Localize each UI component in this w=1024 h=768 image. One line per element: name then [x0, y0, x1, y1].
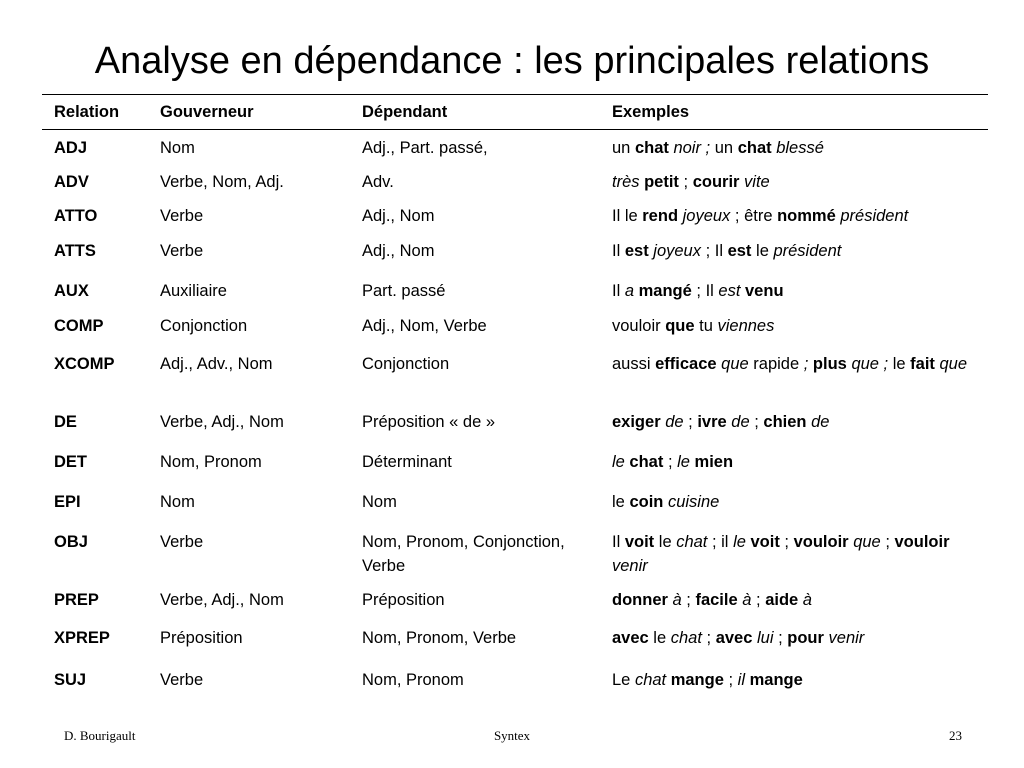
exemple-fragment: lui	[752, 629, 774, 647]
exemple-fragment: que	[848, 533, 881, 551]
exemple-fragment: mange	[745, 671, 803, 689]
exemple-fragment: le	[612, 493, 630, 511]
exemple-fragment: ;	[663, 453, 678, 471]
table-row	[42, 524, 988, 582]
relation-cell: AUX	[54, 282, 89, 300]
relation-cell: SUJ	[54, 671, 87, 689]
exemple-fragment: à	[737, 591, 752, 609]
exemple-fragment: est	[718, 282, 741, 300]
exemple-cell	[612, 490, 984, 514]
exemple-cell	[612, 530, 984, 578]
table-row	[42, 404, 988, 444]
dependant-cell: Nom	[362, 493, 397, 511]
dependant-cell: Part. passé	[362, 282, 446, 300]
exemple-fragment: noir ;	[668, 139, 711, 157]
table-row	[42, 620, 988, 662]
exemple-fragment: Le	[612, 671, 635, 689]
relation-cell: COMP	[54, 317, 104, 335]
exemple-fragment: ;	[701, 629, 716, 647]
relation-cell: DET	[54, 453, 87, 471]
relation-cell: ADV	[54, 173, 89, 191]
exemple-fragment: le	[648, 629, 671, 647]
dependant-cell: Déterminant	[362, 453, 452, 471]
exemple-fragment: chat	[737, 139, 772, 157]
exemple-fragment: a	[624, 282, 635, 300]
gouverneur-cell: Verbe, Adj., Nom	[160, 413, 284, 431]
slide-title: Analyse en dépendance : les principales relations	[94, 40, 930, 82]
header-exemples: Exemples	[612, 103, 690, 121]
footer-author: D. Bourigault	[64, 728, 136, 743]
table-row	[42, 198, 988, 233]
exemple-fragment: Il	[612, 242, 625, 260]
exemple-cell	[612, 588, 984, 612]
exemple-fragment: aussi	[612, 355, 656, 373]
exemple-fragment: chat	[670, 629, 702, 647]
exemple-fragment: voit	[745, 533, 780, 551]
table-header	[42, 95, 988, 130]
exemple-fragment: ;	[749, 413, 764, 431]
exemple-fragment: blessé	[771, 139, 824, 157]
exemple-fragment: mangé	[634, 282, 692, 300]
exemple-fragment: chien	[763, 413, 807, 431]
gouverneur-cell: Verbe, Adj., Nom	[160, 591, 284, 609]
exemple-fragment: nommé	[777, 207, 836, 225]
header-gouverneur: Gouverneur	[160, 103, 254, 121]
exemple-fragment: ;	[880, 533, 895, 551]
gouverneur-cell: Verbe	[160, 671, 204, 689]
relation-cell: ATTS	[54, 242, 96, 260]
exemple-fragment: joyeux	[678, 207, 731, 225]
exemple-fragment: vouloir	[793, 533, 849, 551]
exemple-fragment: ;	[751, 591, 766, 609]
exemple-fragment: rapide	[748, 355, 804, 373]
exemple-fragment: Il le	[612, 207, 643, 225]
gouverneur-cell: Nom	[160, 493, 195, 511]
exemple-fragment: chat	[634, 139, 669, 157]
table-body	[42, 130, 988, 702]
exemple-fragment: ; Il	[691, 282, 719, 300]
exemple-cell	[612, 668, 984, 692]
dependant-cell: Préposition « de »	[362, 413, 496, 431]
table-row	[42, 130, 988, 164]
header-relation: Relation	[54, 103, 120, 121]
exemple-cell	[612, 279, 984, 303]
exemple-fragment: le	[733, 533, 746, 551]
exemple-fragment: ;	[779, 533, 794, 551]
exemple-fragment: aide	[765, 591, 799, 609]
relation-cell: PREP	[54, 591, 99, 609]
exemple-fragment: très	[612, 173, 640, 191]
exemple-fragment: ;	[773, 629, 788, 647]
exemple-fragment: de	[660, 413, 684, 431]
table-row	[42, 308, 988, 346]
exemple-fragment: de	[726, 413, 750, 431]
exemple-fragment: que	[934, 355, 968, 373]
exemple-fragment: coin	[629, 493, 664, 511]
exemple-fragment: un	[612, 139, 635, 157]
exemple-fragment: courir	[692, 173, 740, 191]
exemple-fragment: ; il	[707, 533, 734, 551]
exemple-fragment: ; être	[730, 207, 778, 225]
gouverneur-cell: Auxiliaire	[160, 282, 227, 300]
dependant-cell: Adj., Nom, Verbe	[362, 317, 487, 335]
exemple-fragment: que ;	[846, 355, 889, 373]
dependant-cell: Conjonction	[362, 355, 450, 373]
dependant-cell: Adv.	[362, 173, 394, 191]
exemple-fragment: président	[773, 242, 842, 260]
exemple-fragment: le	[751, 242, 774, 260]
table-row	[42, 164, 988, 198]
exemple-fragment: tu	[694, 317, 718, 335]
relation-cell: DE	[54, 413, 77, 431]
gouverneur-cell: Préposition	[160, 629, 243, 647]
exemple-fragment: le	[888, 355, 911, 373]
relation-cell: OBJ	[54, 533, 88, 551]
exemple-cell	[612, 352, 984, 376]
exemple-fragment: que	[665, 317, 695, 335]
exemple-fragment: donner	[612, 591, 668, 609]
exemple-fragment: avec	[715, 629, 753, 647]
table-row	[42, 346, 988, 404]
exemple-cell	[612, 410, 984, 434]
exemple-fragment: ;	[723, 671, 738, 689]
exemple-fragment: le	[654, 533, 677, 551]
exemple-fragment: est	[624, 242, 649, 260]
exemple-cell	[612, 239, 984, 263]
exemple-fragment: ; Il	[700, 242, 728, 260]
dependant-cell: Adj., Nom	[362, 242, 435, 260]
exemple-fragment: ;	[681, 591, 696, 609]
exemple-fragment: chat	[624, 453, 664, 471]
header-dependant: Dépendant	[362, 103, 448, 121]
dependant-cell: Nom, Pronom, Verbe	[362, 629, 517, 647]
exemple-fragment: fait	[910, 355, 935, 373]
exemple-fragment: venu	[740, 282, 784, 300]
dependant-cell: Préposition	[362, 591, 445, 609]
gouverneur-cell: Conjonction	[160, 317, 248, 335]
exemple-fragment: le	[677, 453, 690, 471]
relation-cell: XPREP	[54, 629, 110, 647]
gouverneur-cell: Verbe, Nom, Adj.	[160, 173, 284, 191]
exemple-fragment: de	[806, 413, 830, 431]
gouverneur-cell: Verbe	[160, 533, 204, 551]
exemple-fragment: est	[727, 242, 752, 260]
exemple-fragment: à	[798, 591, 812, 609]
exemple-fragment: chat	[676, 533, 708, 551]
exemple-fragment: venir	[823, 629, 865, 647]
exemple-fragment: rend	[642, 207, 679, 225]
exemple-fragment: vouloir	[894, 533, 950, 551]
exemple-fragment: joyeux	[648, 242, 701, 260]
exemple-fragment: chat	[634, 671, 667, 689]
exemple-fragment: avec	[612, 629, 649, 647]
exemple-fragment: vouloir	[612, 317, 666, 335]
gouverneur-cell: Nom, Pronom	[160, 453, 262, 471]
exemple-cell	[612, 136, 984, 160]
exemple-fragment: à	[667, 591, 682, 609]
exemple-fragment: ivre	[697, 413, 727, 431]
dependant-cell: Nom, Pronom	[362, 671, 464, 689]
exemple-fragment: un	[710, 139, 738, 157]
footer-page-number: 23	[949, 728, 962, 743]
exemple-fragment: exiger	[612, 413, 661, 431]
exemple-fragment: Il	[612, 282, 625, 300]
exemple-cell	[612, 626, 984, 650]
exemple-fragment: vite	[739, 173, 770, 191]
table-row	[42, 484, 988, 524]
gouverneur-cell: Verbe	[160, 207, 204, 225]
table-row	[42, 662, 988, 702]
exemple-cell	[612, 170, 984, 194]
relation-cell: ATTO	[54, 207, 98, 225]
exemple-fragment: voit	[624, 533, 655, 551]
exemple-fragment: venir	[612, 533, 955, 575]
gouverneur-cell: Nom	[160, 139, 195, 157]
dependant-cell: Nom, Pronom, Conjonction, Verbe	[362, 533, 565, 575]
exemple-fragment: président	[835, 207, 909, 225]
exemple-fragment: il	[737, 671, 746, 689]
table-row	[42, 444, 988, 484]
exemple-fragment: ;	[678, 173, 693, 191]
table-row	[42, 233, 988, 273]
exemple-fragment: petit	[639, 173, 679, 191]
relation-cell: ADJ	[54, 139, 88, 157]
exemple-fragment: mange	[666, 671, 724, 689]
exemple-fragment: facile	[695, 591, 738, 609]
exemple-fragment: Il	[612, 533, 625, 551]
exemple-fragment: mien	[689, 453, 734, 471]
dependant-cell: Adj., Part. passé,	[362, 139, 488, 157]
exemple-cell	[612, 314, 984, 338]
gouverneur-cell: Verbe	[160, 242, 204, 260]
exemple-cell	[612, 450, 984, 474]
exemple-fragment: que	[716, 355, 749, 373]
exemple-fragment: ;	[803, 355, 809, 373]
table-row	[42, 582, 988, 620]
footer-title: Syntex	[493, 728, 531, 743]
dependant-cell: Adj., Nom	[362, 207, 435, 225]
exemple-fragment: cuisine	[663, 493, 720, 511]
exemple-fragment: le	[612, 453, 625, 471]
relation-cell: EPI	[54, 493, 81, 511]
exemple-fragment: plus	[808, 355, 847, 373]
exemple-fragment: viennes	[717, 317, 775, 335]
relation-cell: XCOMP	[54, 355, 115, 373]
exemple-fragment: efficace	[655, 355, 717, 373]
relations-table	[42, 94, 988, 702]
table-row	[42, 273, 988, 308]
exemple-cell	[612, 204, 984, 228]
gouverneur-cell: Adj., Adv., Nom	[160, 355, 273, 373]
exemple-fragment: ;	[683, 413, 698, 431]
exemple-fragment: pour	[787, 629, 824, 647]
